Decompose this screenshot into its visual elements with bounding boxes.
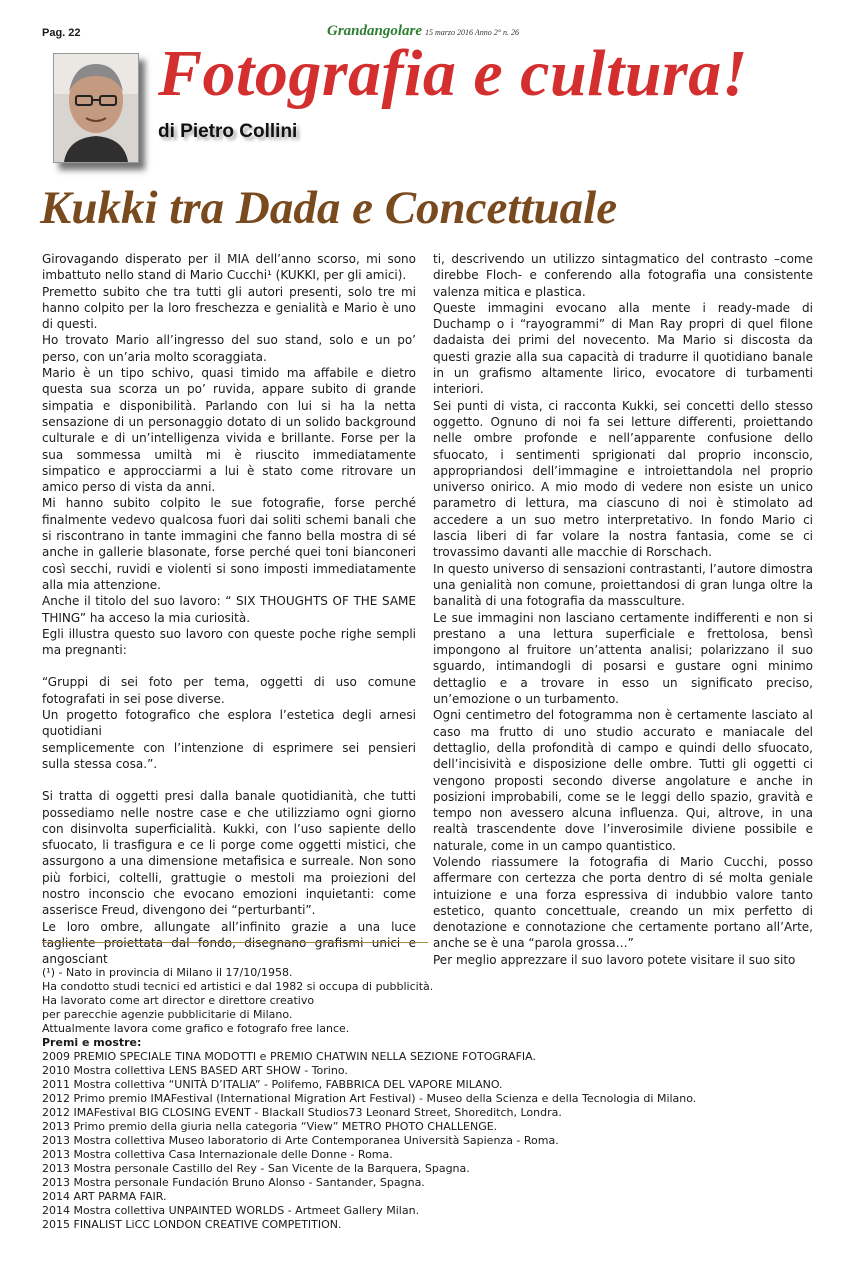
article-paragraph: Egli illustra questo suo lavoro con queste poche righe sempli ma pregnanti:	[42, 626, 416, 658]
footnote-line: Ha lavorato come art director e direttore creativo	[42, 994, 315, 1007]
article-left-column	[42, 251, 416, 967]
award-item: 2013 Mostra collettiva Museo laboratorio di Arte Contemporanea Università Sapienza - Roma.	[42, 1134, 559, 1147]
award-item: 2013 Mostra collettiva Casa Internazionale delle Donne - Roma.	[42, 1148, 393, 1161]
article-title: Kukki tra Dada e Concettuale	[40, 182, 618, 234]
article-quote: “Gruppi di sei foto per tema, oggetti di uso comune fotografati in sei pose diverse.	[42, 675, 416, 706]
footnotes	[42, 966, 822, 1232]
footnote-line: per parecchie agenzie pubblicitarie di Milano.	[42, 1008, 293, 1021]
article-paragraph: Le sue immagini non lasciano certamente indifferenti e non si prestano a una lettura superficiale e frettolosa, bensì impongono al fruitore un’attenta analisi; polarizzano il suo sguardo, intimandogli di posarsi e gustare ogni minimo dettaglio e a trovare in esso un significato preciso, un’emozione o un turbamento.	[433, 610, 813, 707]
article-paragraph: ti, descrivendo un utilizzo sintagmatico del contrasto –come direbbe Floch- e conferendo alla fotografia una consistente valenza mitica e plastica.	[433, 252, 813, 299]
article-paragraph: Sei punti di vista, ci racconta Kukki, sei concetti dello stesso oggetto. Ognuno di noi fa sei letture differenti, proiettando nelle ombre profonde e nell’apparente confusione dello sfuocato, i sentimenti sprigionati dal proprio inconscio, appropriandosi dell’immagine e introiettandola nel proprio universo onirico. A mio modo di vedere non esiste un unico parametro di lettura, ma ciascuno di noi è stimolato ad accedere a un suo metro interpretativo. In fondo Mario ci lascia liberi di far volare la nostra fantasia, come se ci trovassimo davanti alle macchie di Rorschach.	[433, 398, 813, 560]
article-paragraph: Girovagando disperato per il MIA dell’anno scorso, mi sono imbattuto nello stand di Mario Cucchi¹ (KUKKI, per gli amici).	[42, 252, 416, 283]
article-paragraph: Volendo riassumere la fotografia di Mario Cucchi, posso affermare con certezza che porta dentro di sé molta geniale intuizione e una forza espressiva di indubbio valore tanto estetico, quanto concettuale, creando un mix perfetto di denotazione e connotazione che certamente portano all’Arte, anche se è una “parola grossa…”	[433, 854, 813, 951]
award-item: 2013 Mostra personale Fundación Bruno Alonso - Santander, Spagna.	[42, 1176, 425, 1189]
page-number: Pag. 22	[42, 27, 81, 39]
award-item: 2014 Mostra collettiva UNPAINTED WORLDS - Artmeet Gallery Milan.	[42, 1204, 420, 1217]
article-paragraph: Ho trovato Mario all’ingresso del suo stand, solo e un po’ perso, con un’aria molto scoraggiata.	[42, 333, 416, 364]
footnote-line: Attualmente lavora come grafico e fotografo free lance.	[42, 1022, 350, 1035]
author-byline: di Pietro Collini	[158, 121, 298, 142]
article-paragraph: In questo universo di sensazioni contrastanti, l’autore dimostra una genialità non comune, proiettandosi di gran lunga oltre la banalità di una fotografia da massculture.	[433, 561, 813, 609]
article-paragraph: Premetto subito che tra tutti gli autori presenti, solo tre mi hanno colpito per la loro freschezza e genialità e Mario è uno di questi.	[42, 284, 416, 332]
award-item: 2013 Mostra personale Castillo del Rey - San Vicente de la Barquera, Spagna.	[42, 1162, 470, 1175]
article-paragraph: Mi hanno subito colpito le sue fotografie, forse perché finalmente vedevo qualcosa fuori dai soliti schemi banali che si riscontrano in tante immagini che fanno bella mostra di sé anche in gallerie blasonate, forse perché quei toni bianconeri così secchi, ruvidi e violenti si sono imposti immediatamente alla mia attenzione.	[42, 496, 416, 592]
footnote-line: (¹) - Nato in provincia di Milano il 17/10/1958.	[42, 966, 293, 979]
article-paragraph: Per meglio apprezzare il suo lavoro potete visitare il suo sito	[433, 952, 796, 967]
award-item: 2009 PREMIO SPECIALE TINA MODOTTI e PREMIO CHATWIN NELLA SEZIONE FOTOGRAFIA.	[42, 1050, 537, 1063]
section-title: Fotografia e cultura!	[158, 37, 748, 110]
article-right-column	[433, 251, 813, 968]
issue-date: 15 marzo 2016 Anno 2° n. 26	[425, 28, 519, 37]
article-paragraph: Si tratta di oggetti presi dalla banale quotidianità, che tutti possediamo nelle nostre case e che utilizziamo ogni giorno con disinvolta superficialità. Kukki, con l’uso sapiente dello sfuocato, li trasfigura e ce li porge come oggetti mistici, che assurgono a una dimensione metafisica e surreale. Non sono più forbici, coltelli, grattugie o mestoli ma proiezioni del nostro inconscio che evocano emozioni inquietanti: come asserisce Freud, divengono dei “perturbanti”.	[42, 789, 416, 918]
footnote-divider	[42, 942, 428, 943]
author-photo	[53, 53, 139, 163]
award-item: 2010 Mostra collettiva LENS BASED ART SHOW - Torino.	[42, 1064, 348, 1077]
award-item: 2012 Primo premio IMAFestival (International Migration Art Festival) - Museo della Scienza e della Tecnologia di Milano.	[42, 1092, 697, 1105]
article-paragraph: Le loro ombre, allungate all’infinito grazie a una luce angosciant	[42, 919, 416, 967]
award-item: 2011 Mostra collettiva “UNITÀ D’ITALIA” - Polifemo, FABBRICA DEL VAPORE MILANO.	[42, 1078, 503, 1091]
publication-name: Grandangolare	[327, 23, 423, 39]
article-quote: Un progetto fotografico che esplora l’estetica degli arnesi quotidiani	[42, 708, 416, 739]
article-quote: semplicemente con l’intenzione di esprimere sei pensieri sulla stessa cosa.”.	[42, 740, 416, 771]
award-item: 2015 FINALIST LiCC LONDON CREATIVE COMPETITION.	[42, 1218, 342, 1231]
awards-heading: Premi e mostre:	[42, 1036, 142, 1049]
article-paragraph: Ogni centimetro del fotogramma non è certamente lasciato al caso ma frutto di uno studio accurato e maniacale del dettaglio, della profondità di campo e quindi dello sfuocato, dell’incisività e disposizione delle ombre. Tutti gli oggetti ci vengono proposti secondo diverse angolature e anche in posizioni improbabili, come se le leggi dello spazio, gravità e tempo non avessero alcuna influenza. Qui, altrove, in una realtà trascendente dove l’inverosimile diviene possibile e naturale, come in un campo quantistico.	[433, 708, 813, 853]
award-item: 2012 IMAFestival BIG CLOSING EVENT - Blackall Studios73 Leonard Street, Shoreditch, Londra.	[42, 1106, 562, 1119]
article-paragraph: Queste immagini evocano alla mente i ready-made di Duchamp o i “rayogrammi” di Man Ray propri di quel filone dadaista dei primi del novecento. Ma Mario si discosta da questi grazie alla sua capacità di tradurre il quotidiano banale in un grafismo altamente lirico, evocatore di turbamenti interiori.	[433, 300, 813, 397]
article-paragraph: Mario è un tipo schivo, quasi timido ma affabile e dietro questa sua scorza un po’ ruvida, appare subito di grande simpatia e disponibilità. Parlando con lui si ha la netta sensazione di un personaggio dotato di un solido background culturale e di un’intelligenza vivida e brillante. Forse per la sua sommessa umiltà mi è riuscito immediatamente simpatico e approcciarmi a lui è stato come ritrovare un amico perso di vista da anni.	[42, 366, 416, 495]
footnote-line: Ha condotto studi tecnici ed artistici e dal 1982 si occupa di pubblicità.	[42, 980, 434, 993]
award-item: 2013 Primo premio della giuria nella categoria “View” METRO PHOTO CHALLENGE.	[42, 1120, 498, 1133]
award-item: 2014 ART PARMA FAIR.	[42, 1190, 167, 1203]
article-paragraph: Anche il titolo del suo lavoro: “ SIX THOUGHTS OF THE SAME THING” ha acceso la mia curiosità.	[42, 594, 416, 625]
